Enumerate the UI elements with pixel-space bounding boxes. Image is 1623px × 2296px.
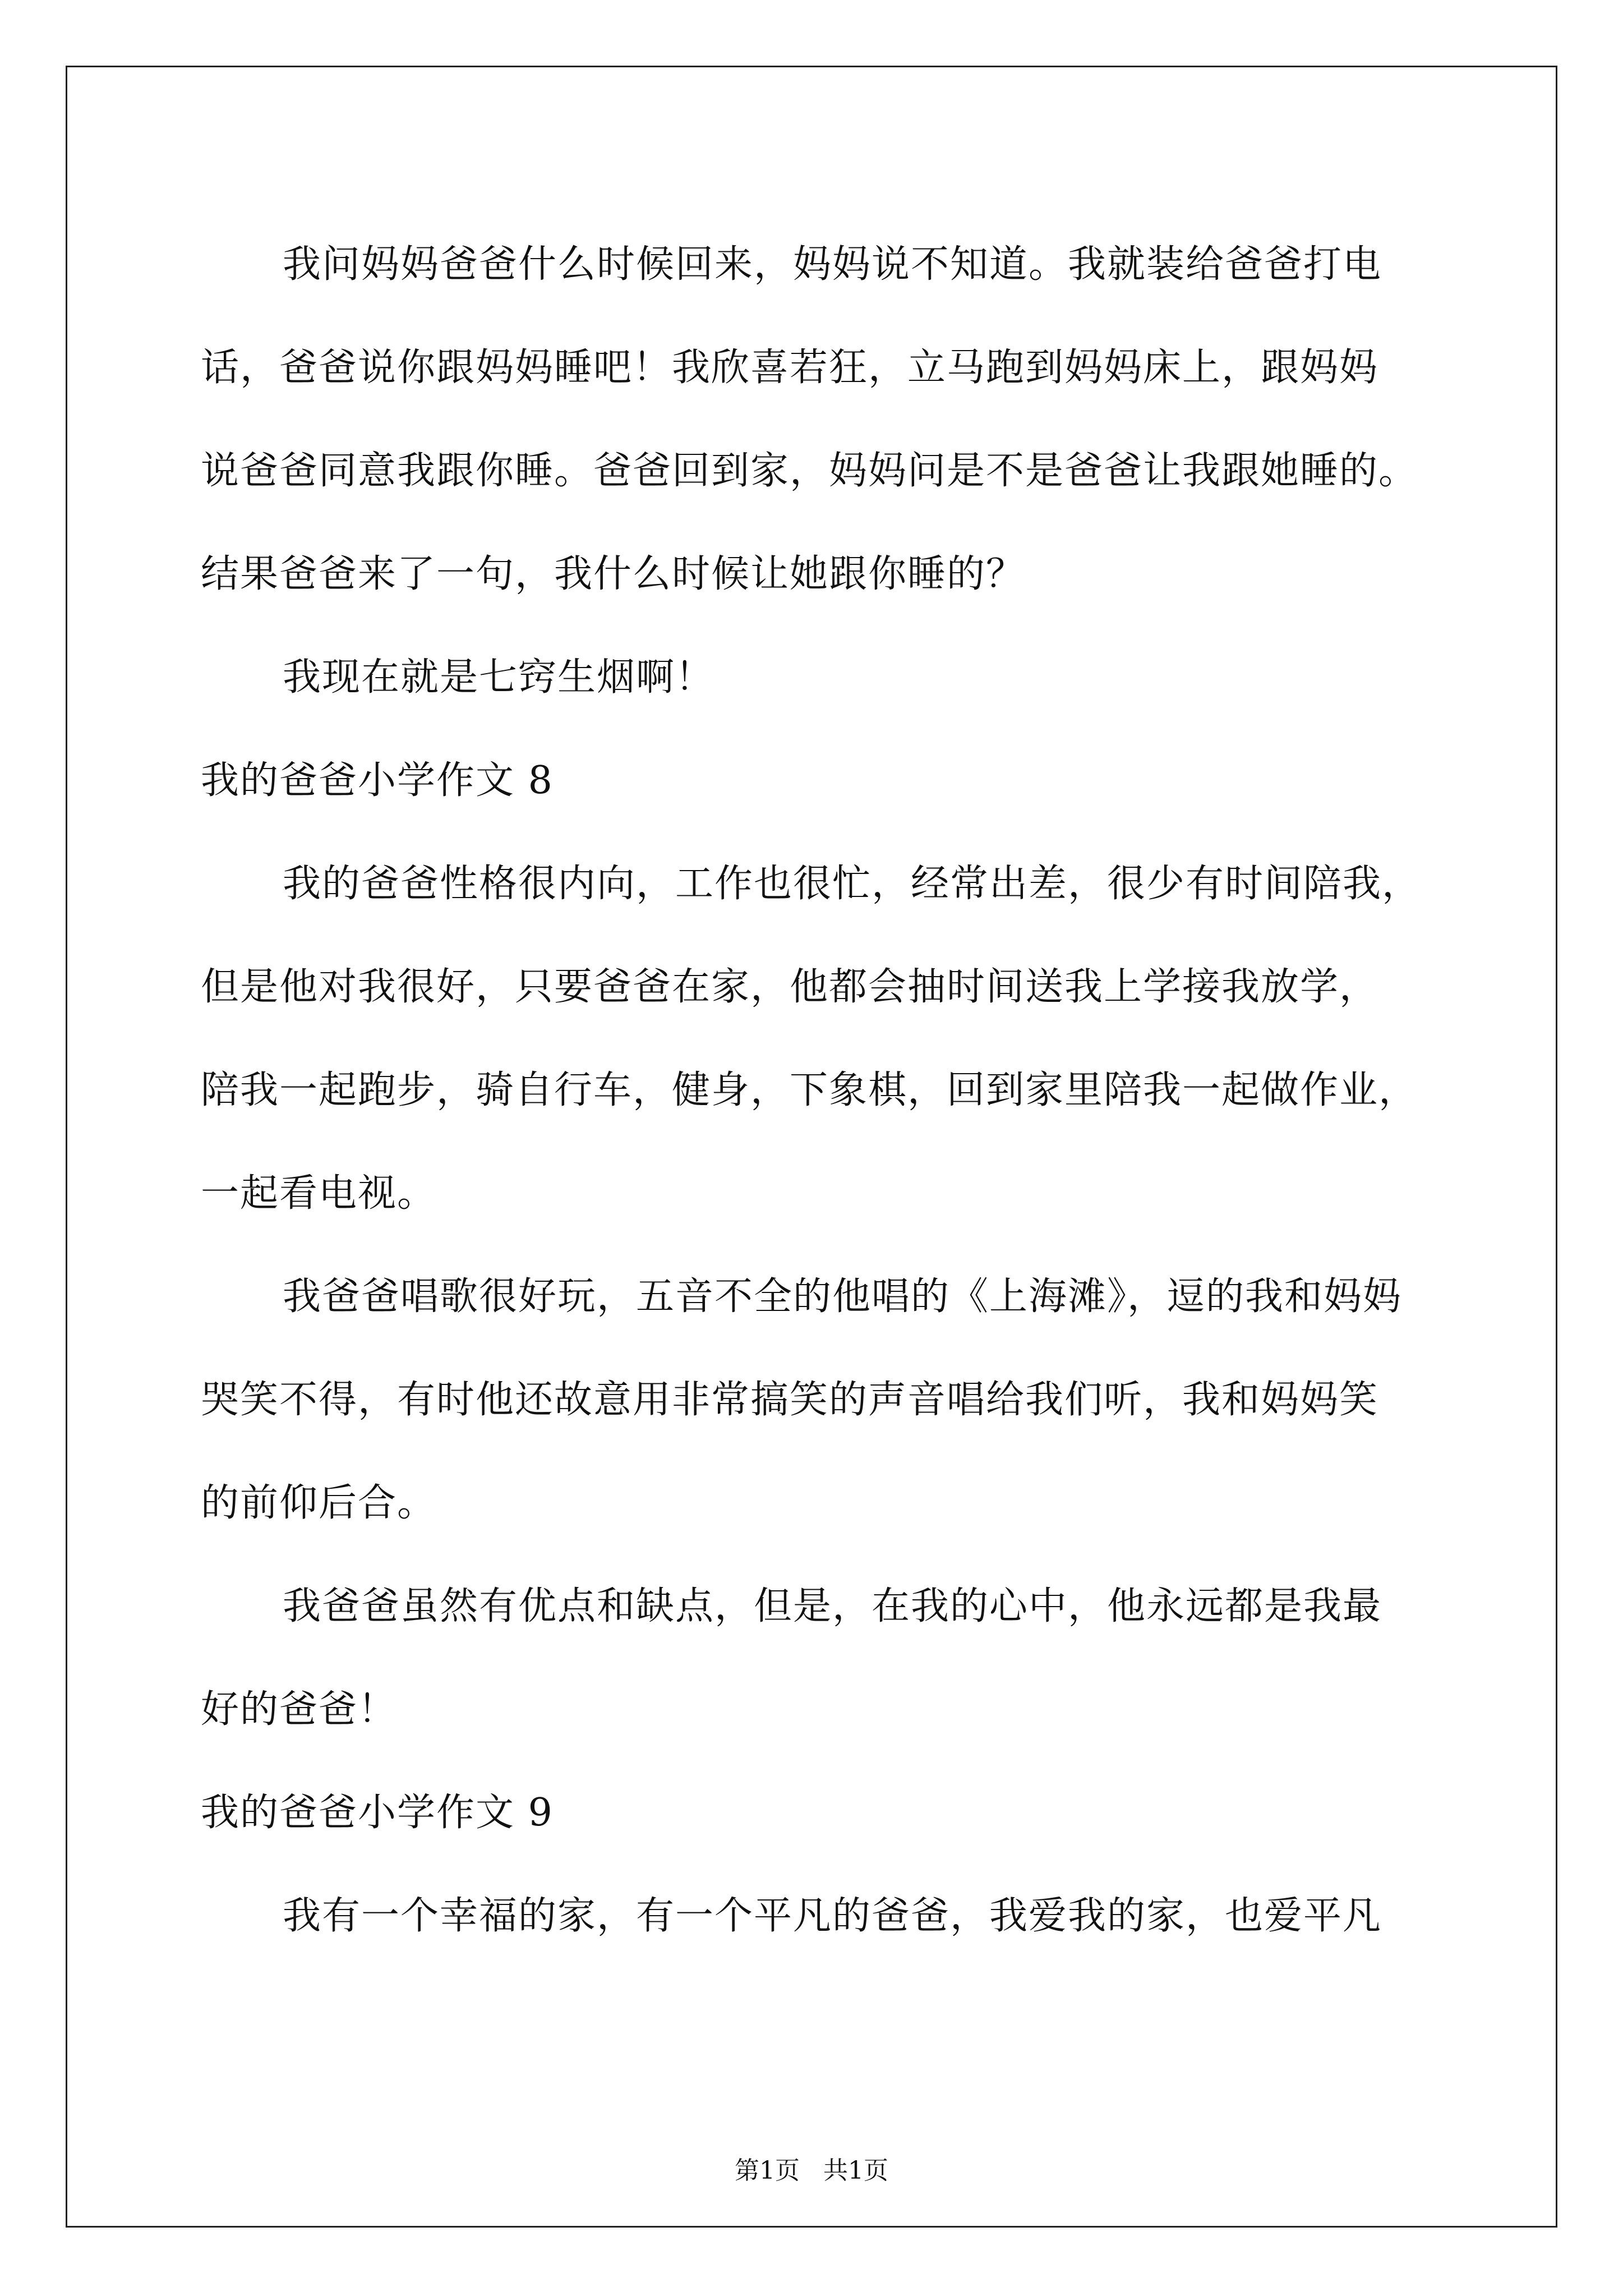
paragraph-line: 好的爸爸！ <box>201 1687 398 1732</box>
section-heading: 我的爸爸小学作文 9 <box>201 1791 554 1835</box>
paragraph-line: 我的爸爸性格很内向，工作也很忙，经常出差，很少有时间陪我， <box>283 862 1422 906</box>
paragraph-line: 话，爸爸说你跟妈妈睡吧！我欣喜若狂，立马跑到妈妈床上，跟妈妈 <box>201 346 1379 390</box>
paragraph-line: 我现在就是七窍生烟啊！ <box>283 655 715 700</box>
paragraph-line: 陪我一起跑步，骑自行车，健身，下象棋，回到家里陪我一起做作业， <box>201 1068 1418 1112</box>
page-footer: 第1页 共1页 <box>735 2156 888 2185</box>
paragraph-line: 我爸爸唱歌很好玩，五音不全的他唱的《上海滩》，逗的我和妈妈 <box>283 1274 1403 1319</box>
paragraph-line: 一起看电视。 <box>201 1171 437 1216</box>
section-heading: 我的爸爸小学作文 8 <box>201 758 554 803</box>
paragraph-line: 说爸爸同意我跟你睡。爸爸回到家，妈妈问是不是爸爸让我跟她睡的。 <box>201 449 1418 493</box>
document-body <box>201 213 1457 1968</box>
paragraph-line: 我有一个幸福的家，有一个平凡的爸爸，我爱我的家，也爱平凡 <box>283 1894 1382 1938</box>
paragraph-line: 我问妈妈爸爸什么时候回来，妈妈说不知道。我就装给爸爸打电 <box>283 242 1382 287</box>
paragraph-line: 我爸爸虽然有优点和缺点，但是，在我的心中，他永远都是我最 <box>283 1584 1382 1628</box>
paragraph-line: 但是他对我很好，只要爸爸在家，他都会抽时间送我上学接我放学， <box>201 965 1379 1009</box>
paragraph-line: 结果爸爸来了一句，我什么时候让她跟你睡的？ <box>201 552 1026 596</box>
paragraph-line: 的前仰后合。 <box>201 1481 437 1525</box>
paragraph-line: 哭笑不得，有时他还故意用非常搞笑的声音唱给我们听，我和妈妈笑 <box>201 1378 1379 1422</box>
